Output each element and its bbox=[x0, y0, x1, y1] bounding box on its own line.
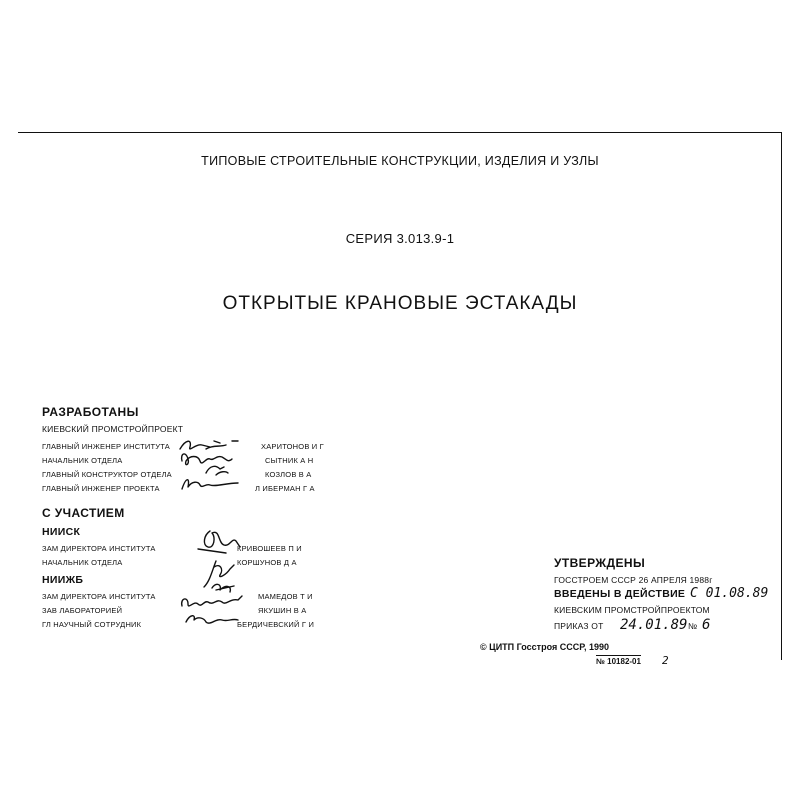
participant-org-niisk: НИИСК bbox=[42, 526, 81, 538]
developer-org: КИЕВСКИЙ ПРОМСТРОЙПРОЕКТ bbox=[42, 424, 184, 434]
niisk-position-1: ЗАМ ДИРЕКТОРА ИНСТИТУТА bbox=[42, 544, 156, 553]
developer-name-4: Л ИБЕРМАН Г А bbox=[255, 484, 315, 493]
signatures-niizhb bbox=[176, 580, 256, 630]
approval-org: КИЕВСКИМ ПРОМСТРОЙПРОЕКТОМ bbox=[554, 605, 710, 615]
main-title: ОТКРЫТЫЕ КРАНОВЫЕ ЭСТАКАДЫ bbox=[222, 293, 578, 314]
top-title: ТИПОВЫЕ СТРОИТЕЛЬНЫЕ КОНСТРУКЦИИ, ИЗДЕЛИЯ И УЗЛЫ bbox=[201, 154, 599, 168]
developed-heading: РАЗРАБОТАНЫ bbox=[42, 405, 139, 419]
niizhb-position-3: ГЛ НАУЧНЫЙ СОТРУДНИК bbox=[42, 620, 142, 629]
effective-label: ВВЕДЕНЫ В ДЕЙСТВИЕ bbox=[554, 588, 686, 600]
order-date: 24.01.89 bbox=[620, 617, 688, 633]
developer-position-3: ГЛАВНЫЙ КОНСТРУКТОР ОТДЕЛА bbox=[42, 470, 172, 479]
developer-name-2: СЫТНИК А Н bbox=[265, 456, 314, 465]
approval-heading: УТВЕРЖДЕНЫ bbox=[554, 556, 646, 570]
participant-org-niizhb: НИИЖБ bbox=[42, 574, 84, 586]
developer-position-1: ГЛАВНЫЙ ИНЖЕНЕР ИНСТИТУТА bbox=[42, 442, 170, 451]
approval-gosstroy: ГОССТРОЕМ СССР 26 АПРЕЛЯ 1988г bbox=[554, 575, 713, 585]
niisk-position-2: НАЧАЛЬНИК ОТДЕЛА bbox=[42, 558, 123, 567]
order-label: ПРИКАЗ ОТ bbox=[554, 621, 604, 631]
order-number-label: № bbox=[688, 621, 698, 631]
niizhb-position-2: ЗАВ ЛАБОРАТОРИЕЙ bbox=[42, 606, 123, 615]
effective-date: С 01.08.89 bbox=[690, 586, 769, 601]
niisk-name-2: КОРШУНОВ Д А bbox=[237, 558, 297, 567]
page-number: 2 bbox=[662, 654, 669, 667]
niizhb-name-3: БЕРДИЧЕВСКИЙ Г И bbox=[237, 620, 315, 629]
signatures-developed bbox=[176, 437, 256, 497]
document-number: № 10182-01 bbox=[596, 657, 641, 666]
developer-position-2: НАЧАЛЬНИК ОТДЕЛА bbox=[42, 456, 123, 465]
developer-name-1: ХАРИТОНОВ И Г bbox=[261, 442, 324, 451]
order-number: 6 bbox=[702, 617, 711, 633]
niizhb-name-1: МАМЕДОВ Т И bbox=[258, 592, 313, 601]
series-number: СЕРИЯ 3.013.9-1 bbox=[345, 231, 455, 246]
participation-heading: С УЧАСТИЕМ bbox=[42, 506, 125, 520]
developer-name-3: КОЗЛОВ В А bbox=[265, 470, 312, 479]
developer-position-4: ГЛАВНЫЙ ИНЖЕНЕР ПРОЕКТА bbox=[42, 484, 160, 493]
niizhb-position-1: ЗАМ ДИРЕКТОРА ИНСТИТУТА bbox=[42, 592, 156, 601]
copyright: © ЦИТП Госстроя СССР, 1990 bbox=[480, 642, 610, 652]
niizhb-name-2: ЯКУШИН В А bbox=[258, 606, 307, 615]
niisk-name-1: КРИВОШЕЕВ П И bbox=[237, 544, 302, 553]
